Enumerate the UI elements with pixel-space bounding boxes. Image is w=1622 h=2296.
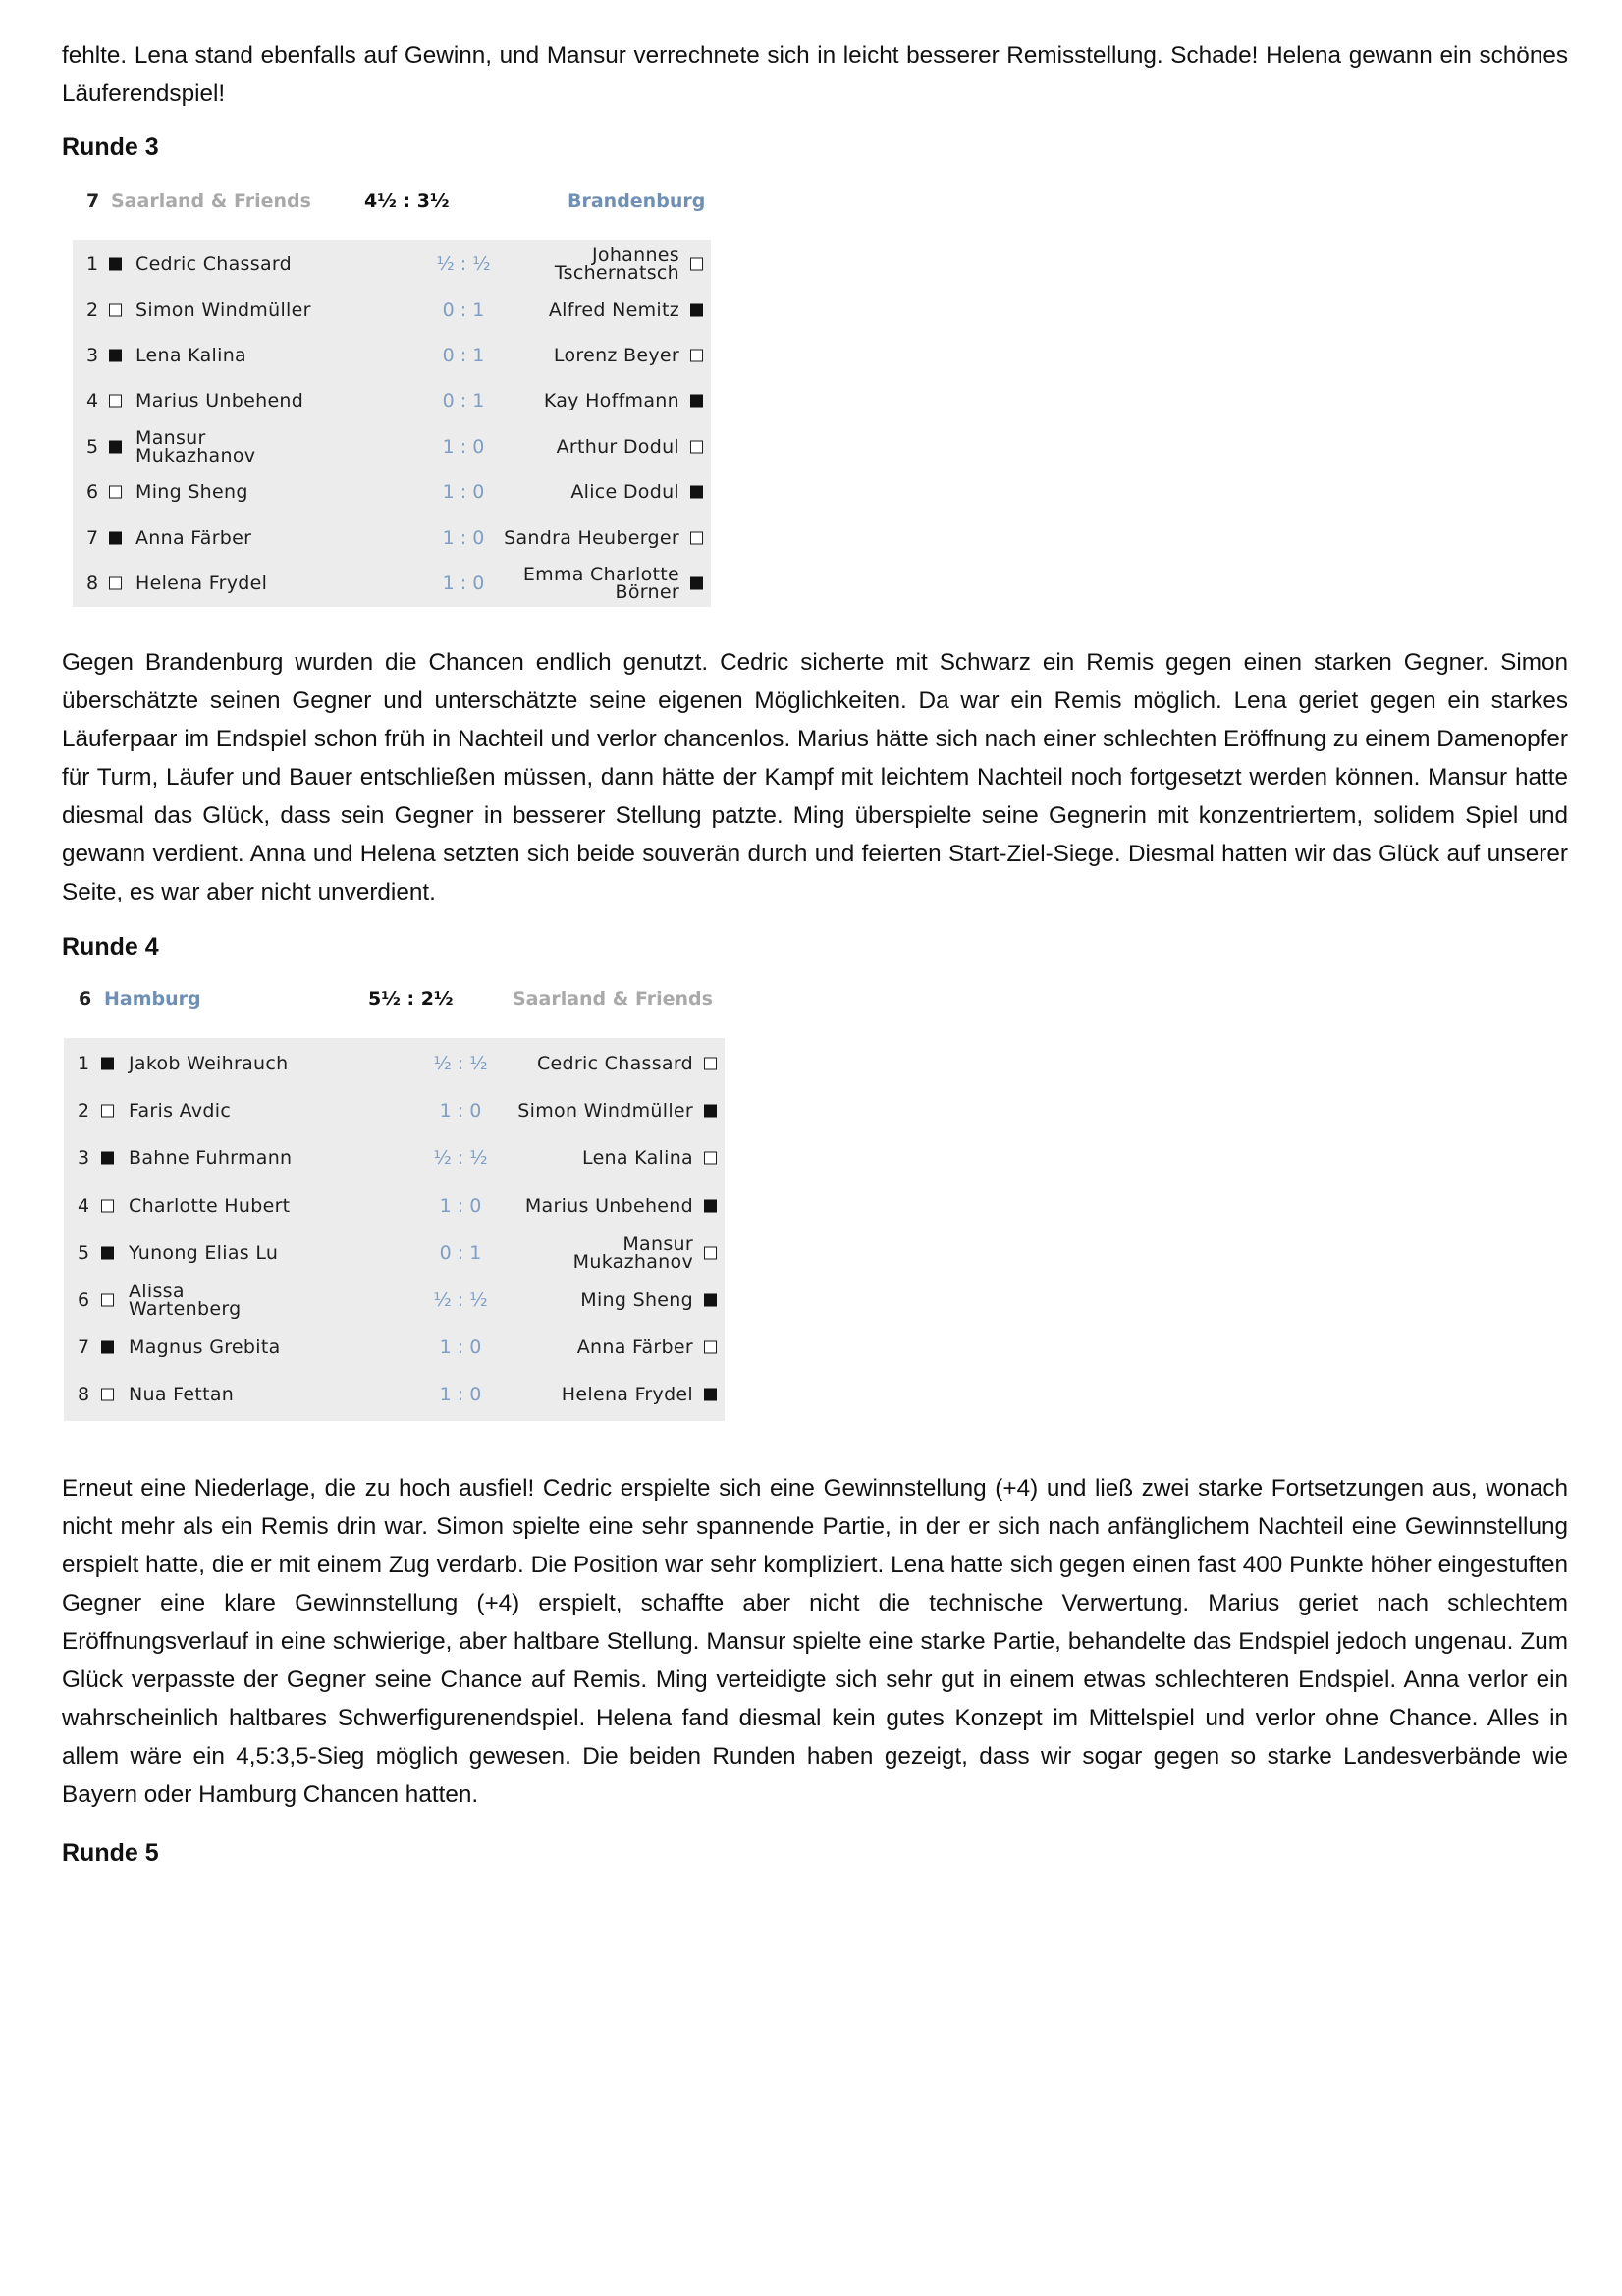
player-left: Cedric Chassard <box>135 253 293 276</box>
board-number: 4 <box>78 1194 90 1217</box>
board-row <box>73 515 711 560</box>
player-right: Ming Sheng <box>580 1289 693 1312</box>
board-row <box>64 1087 725 1134</box>
board-number: 3 <box>78 1147 90 1170</box>
board-row <box>64 1371 725 1418</box>
black-piece-color-icon <box>690 303 703 316</box>
paragraph-intro: fehlte. Lena stand ebenfalls auf Gewinn, und Mansur verrechnete sich in leicht besserer Remisstellung. Schade! Helena gewann ein schönes Läuferendspiel! <box>62 42 1568 107</box>
white-piece-color-icon <box>690 440 703 453</box>
board-row <box>73 424 711 469</box>
board-number: 6 <box>78 1289 90 1312</box>
board-number: 2 <box>78 1100 90 1122</box>
player-left: Anna Färber <box>135 526 252 549</box>
player-left: Alissa Wartenberg <box>129 1281 242 1321</box>
black-piece-color-icon <box>109 349 122 361</box>
white-piece-color-icon <box>101 1199 114 1212</box>
black-piece-color-icon <box>101 1058 114 1070</box>
white-piece-color-icon <box>101 1294 114 1307</box>
player-left: Magnus Grebita <box>129 1337 281 1359</box>
board-number: 4 <box>86 390 99 412</box>
player-right: Johannes Tschernatsch <box>554 245 679 285</box>
player-right: Marius Unbehend <box>524 1194 693 1217</box>
white-piece-color-icon <box>690 531 703 544</box>
white-piece-color-icon <box>690 349 703 361</box>
board-result: 0 : 1 <box>442 344 485 366</box>
board-row <box>64 1324 725 1371</box>
match-header <box>86 185 715 244</box>
team-right-name: Saarland & Friends <box>513 988 713 1010</box>
player-left: Helena Frydel <box>135 572 268 594</box>
heading-round-5: Runde 5 <box>62 1839 159 1867</box>
player-right: Kay Hoffmann <box>543 390 679 412</box>
white-piece-color-icon <box>704 1341 717 1354</box>
table-number: 7 <box>86 191 100 212</box>
board-number: 3 <box>86 344 99 366</box>
board-row <box>64 1230 725 1277</box>
board-row <box>73 469 711 515</box>
board-result: 1 : 0 <box>442 481 485 504</box>
board-results-table <box>64 1038 725 1421</box>
player-left: Simon Windmüller <box>135 299 311 321</box>
black-piece-color-icon <box>704 1105 717 1118</box>
player-right: Emma Charlotte Börner <box>522 563 679 603</box>
player-right: Sandra Heuberger <box>504 526 679 549</box>
board-number: 7 <box>86 526 99 549</box>
board-results-table <box>73 240 711 607</box>
white-piece-color-icon <box>101 1105 114 1118</box>
match-card-round-3 <box>86 185 715 607</box>
white-piece-color-icon <box>704 1246 717 1259</box>
player-left: Yunong Elias Lu <box>129 1241 279 1264</box>
board-result: ½ : ½ <box>433 1147 488 1170</box>
board-number: 2 <box>86 299 99 321</box>
player-left: Mansur Mukazhanov <box>135 426 256 466</box>
player-left: Lena Kalina <box>135 344 246 366</box>
board-number: 1 <box>78 1053 90 1075</box>
white-piece-color-icon <box>690 258 703 271</box>
board-number: 5 <box>78 1241 90 1264</box>
player-left: Ming Sheng <box>135 481 248 504</box>
team-left-name: Saarland & Friends <box>111 191 311 212</box>
board-result: 1 : 0 <box>442 572 485 594</box>
player-right: Simon Windmüller <box>517 1100 693 1122</box>
board-row <box>64 1134 725 1181</box>
board-row <box>64 1277 725 1324</box>
board-result: 1 : 0 <box>439 1100 482 1122</box>
board-result: ½ : ½ <box>433 1289 488 1312</box>
match-header <box>79 982 727 1041</box>
board-number: 7 <box>78 1337 90 1359</box>
heading-round-3: Runde 3 <box>62 134 159 161</box>
board-result: 0 : 1 <box>442 299 485 321</box>
black-piece-color-icon <box>690 395 703 408</box>
player-right: Alice Dodul <box>570 481 679 504</box>
black-piece-color-icon <box>704 1389 717 1401</box>
player-right: Lorenz Beyer <box>553 344 679 366</box>
board-result: 1 : 0 <box>442 435 485 458</box>
player-left: Bahne Fuhrmann <box>129 1147 293 1170</box>
board-result: 1 : 0 <box>439 1337 482 1359</box>
board-row <box>64 1182 725 1230</box>
white-piece-color-icon <box>109 395 122 408</box>
paragraph-round-4: Erneut eine Niederlage, die zu hoch ausfiel! Cedric erspielte sich eine Gewinnstellung (+4) und ließ zwei starke Fortsetzungen aus, wonach nicht mehr als ein Remis drin war. Simon spielte eine sehr spannende Partie, in der er sich nach anfänglichem Nachteil eine Gewinnstellung erspielt hatte, die er mit einem Zug verdarb. Die Position war sehr kompliziert. Lena hatte sich gegen einen fast 400 Punkte höher eingestuften Gegner eine klare Gewinnstellung (+4) erspielt, schaffte aber nicht die technische Verwertung. Marius geriet nach schlechtem Eröffnungsverlauf in eine schwierige, aber haltbare Stellung. Mansur spielte eine starke Partie, behandelte das Endspiel jedoch ungenau. Zum Glück verpasste der Gegner seine Chance auf Remis. Ming verteidigte sich sehr gut in einem etwas schlechteren Endspiel. Anna verlor ein wahrscheinlich haltbares Schwerfigurenendspiel. Helena fand diesmal kein gutes Konzept im Mittelspiel und verlor ohne Chance. Alles in allem wäre ein 4,5:3,5-Sieg möglich gewesen. Die beiden Runden haben gezeigt, dass wir sogar gegen so starke Landesverbände wie Bayern oder Hamburg Chancen hatten. <box>62 1475 1568 1808</box>
player-right: Alfred Nemitz <box>548 299 679 321</box>
black-piece-color-icon <box>109 531 122 544</box>
white-piece-color-icon <box>109 486 122 499</box>
white-piece-color-icon <box>101 1389 114 1401</box>
board-row <box>73 333 711 378</box>
player-left: Nua Fettan <box>129 1384 235 1406</box>
black-piece-color-icon <box>101 1341 114 1354</box>
white-piece-color-icon <box>704 1058 717 1070</box>
player-right: Lena Kalina <box>582 1147 693 1170</box>
black-piece-color-icon <box>109 440 122 453</box>
team-right-name: Brandenburg <box>568 191 706 212</box>
board-number: 5 <box>86 435 99 458</box>
paragraph-round-3: Gegen Brandenburg wurden die Chancen endlich genutzt. Cedric sicherte mit Schwarz ein Remis gegen einen starken Gegner. Simon überschätzte seinen Gegner und unterschätzte seine eigenen Möglichkeiten. Da war ein Remis möglich. Lena geriet gegen ein starkes Läuferpaar im Endspiel schon früh in Nachteil und verlor chancenlos. Marius hätte sich nach einer schlechten Eröffnung zu einem Damenopfer für Turm, Läufer und Bauer entschließen müssen, dann hätte der Kampf mit leichtem Nachteil noch fortgesetzt werden können. Mansur hatte diesmal das Glück, dass sein Gegner in besserer Stellung patzte. Ming überspielte seine Gegnerin mit konzentriertem, solidem Spiel und gewann verdient. Anna und Helena setzten sich beide souverän durch und feierten Start-Ziel-Siege. Diesmal hatten wir das Glück auf unserer Seite, es war aber nicht unverdient. <box>62 649 1568 905</box>
board-number: 6 <box>86 481 99 504</box>
board-result: 1 : 0 <box>442 526 485 549</box>
board-result: 1 : 0 <box>439 1384 482 1406</box>
board-number: 8 <box>78 1384 90 1406</box>
player-right: Anna Färber <box>576 1337 693 1359</box>
board-row <box>73 378 711 423</box>
board-row <box>73 561 711 606</box>
player-left: Charlotte Hubert <box>129 1194 291 1217</box>
player-right: Arthur Dodul <box>556 435 679 458</box>
player-left: Faris Avdic <box>129 1100 232 1122</box>
match-card-round-4 <box>79 982 727 1422</box>
black-piece-color-icon <box>109 258 122 271</box>
player-right: Helena Frydel <box>561 1384 693 1406</box>
black-piece-color-icon <box>690 486 703 499</box>
board-result: ½ : ½ <box>436 253 491 276</box>
board-result: 0 : 1 <box>442 390 485 412</box>
player-left: Marius Unbehend <box>135 390 304 412</box>
board-number: 8 <box>86 572 99 594</box>
board-row <box>64 1040 725 1087</box>
black-piece-color-icon <box>704 1199 717 1212</box>
heading-round-4: Runde 4 <box>62 933 159 960</box>
black-piece-color-icon <box>101 1152 114 1165</box>
black-piece-color-icon <box>704 1294 717 1307</box>
player-right: Mansur Mukazhanov <box>572 1232 693 1273</box>
board-number: 1 <box>86 253 99 276</box>
white-piece-color-icon <box>109 303 122 316</box>
board-row <box>73 287 711 332</box>
white-piece-color-icon <box>704 1152 717 1165</box>
board-result: ½ : ½ <box>433 1053 488 1075</box>
white-piece-color-icon <box>109 576 122 589</box>
board-result: 1 : 0 <box>439 1194 482 1217</box>
match-score: 5½ : 2½ <box>368 988 454 1010</box>
black-piece-color-icon <box>690 576 703 589</box>
player-right: Cedric Chassard <box>536 1053 693 1075</box>
team-left-name: Hamburg <box>104 988 201 1010</box>
black-piece-color-icon <box>101 1246 114 1259</box>
board-result: 0 : 1 <box>439 1241 482 1264</box>
table-number: 6 <box>79 988 92 1010</box>
player-left: Jakob Weihrauch <box>129 1053 289 1075</box>
board-row <box>73 242 711 287</box>
match-score: 4½ : 3½ <box>364 191 450 212</box>
